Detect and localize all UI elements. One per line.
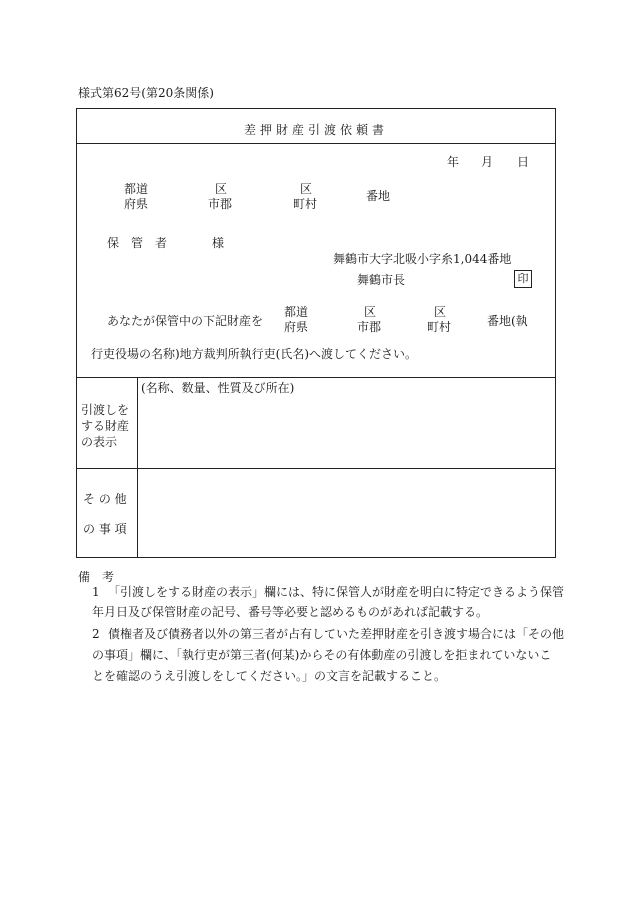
issuer-address: 舞鶴市大字北吸小字糸1,044番地 (333, 252, 512, 266)
note-2-line3: とを確認のうえ引渡しをしてください。」の文言を記載すること。 (92, 669, 447, 683)
date-month: 月 (481, 155, 494, 169)
request-city-top: 区 (364, 305, 377, 319)
note-1-number: 1 (92, 585, 100, 599)
request-city-bottom: 市郡 (357, 320, 382, 334)
request-town-top: 区 (434, 305, 447, 319)
divider (77, 143, 555, 144)
request-pref-top: 都道 (284, 305, 309, 319)
form-title: 差押財産引渡依頼書 (243, 123, 388, 137)
property-label-line2: する財産 (81, 419, 130, 433)
date-day: 日 (517, 155, 530, 169)
form-number-label: 様式第62号(第20条関係) (78, 86, 214, 100)
column-divider (137, 377, 138, 557)
note-2-line1: 債権者及び債務者以外の第三者が占有していた差押財産を引き渡す場合には「その他 (108, 627, 565, 641)
seal-mark: 印 (514, 270, 532, 288)
notes-heading: 備考 (78, 570, 127, 584)
request-form-frame (76, 108, 556, 558)
address-town-top: 区 (300, 182, 313, 196)
request-pref-bottom: 府県 (284, 320, 309, 334)
divider (77, 377, 555, 378)
request-lead: あなたが保管中の下記財産を (107, 314, 264, 328)
address-town-bottom: 町村 (293, 197, 318, 211)
property-label-line1: 引渡しを (81, 403, 130, 417)
address-city-top: 区 (215, 182, 228, 196)
request-banchi: 番地(執 (487, 314, 528, 328)
note-2-line2: の事項」欄に、「執行吏が第三者(何某)からその有体動産の引渡しを拒まれていないこ (92, 648, 552, 662)
other-label-line2: の 事 項 (83, 522, 127, 536)
custodian-label: 保 管 者 (107, 236, 168, 250)
issuer-title: 舞鶴市長 (357, 273, 406, 287)
note-1-line1: 「引渡しをする財産の表示」欄には、特に保管人が財産を明白に特定できるよう保管 (108, 585, 565, 599)
custodian-suffix: 様 (212, 236, 225, 250)
note-1-line2: 年月日及び保管財産の記号、番号等必要と認めるものがあれば記載する。 (92, 605, 489, 619)
address-pref-top: 都道 (124, 182, 149, 196)
property-hint: (名称、数量、性質及び所在) (141, 381, 295, 395)
address-pref-bottom: 府県 (124, 197, 149, 211)
address-banchi: 番地 (366, 189, 391, 203)
request-town-bottom: 町村 (427, 320, 452, 334)
other-label-line1: そ の 他 (83, 492, 127, 506)
request-line2: 行吏役場の名称)地方裁判所執行吏(氏名)へ渡してください。 (91, 347, 418, 361)
note-2-number: 2 (92, 627, 100, 641)
divider (77, 468, 555, 469)
property-label-line3: の表示 (81, 435, 118, 449)
date-year: 年 (447, 155, 460, 169)
address-city-bottom: 市郡 (208, 197, 233, 211)
